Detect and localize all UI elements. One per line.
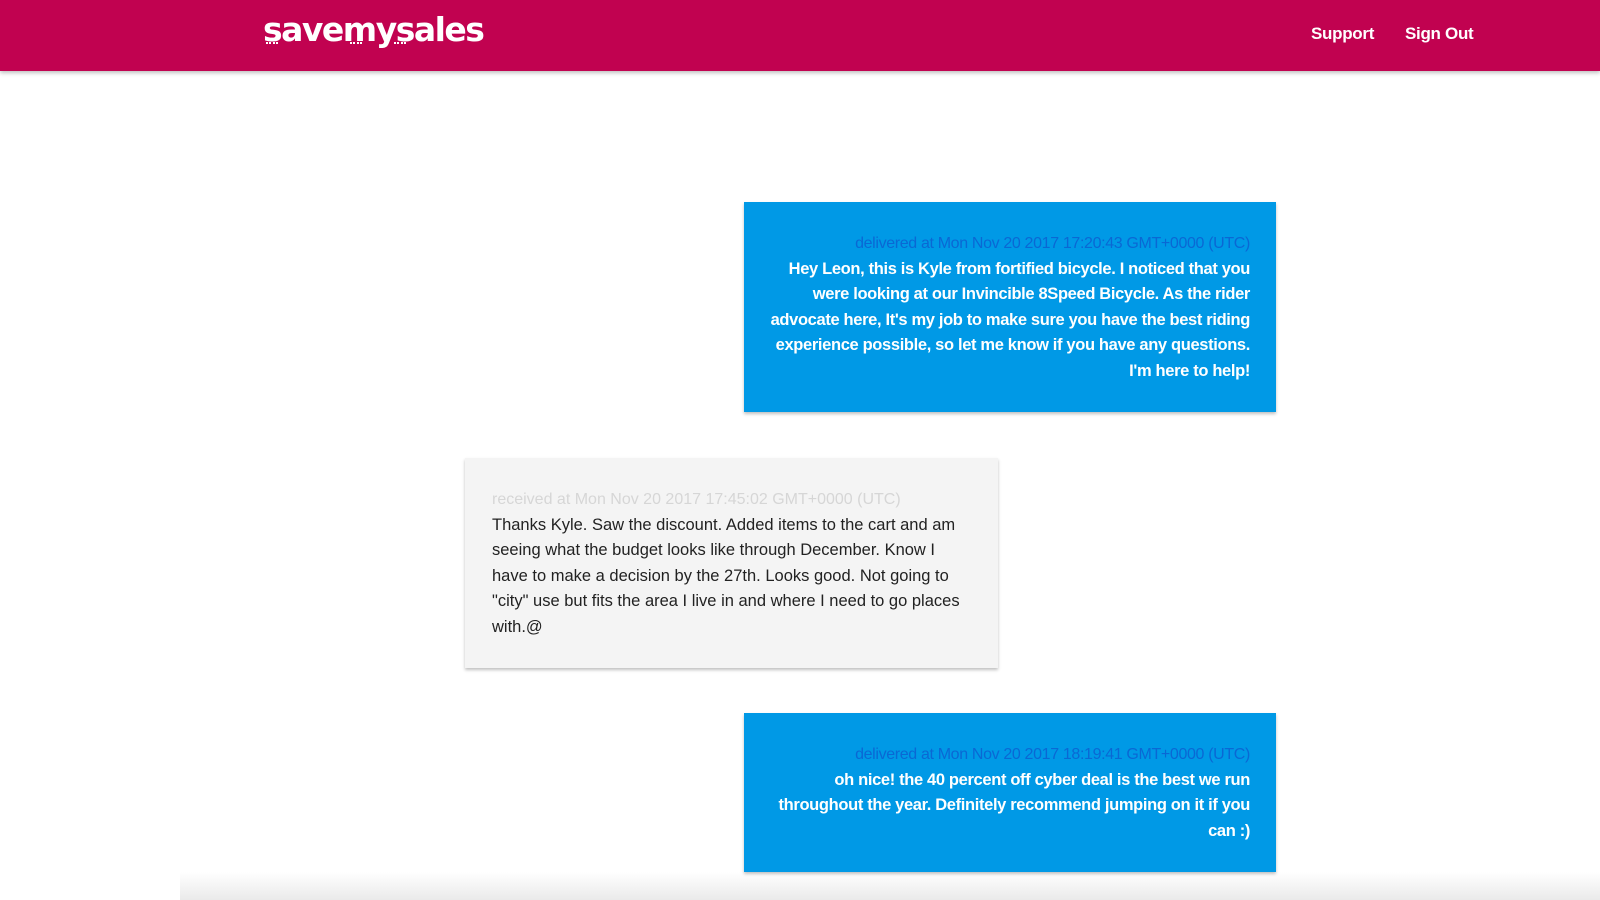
support-link[interactable]: Support — [1311, 24, 1375, 43]
message-text: Thanks Kyle. Saw the discount. Added items to the cart and am seeing what the budget looks like through December. Know I have to make a decision by the 27th. Looks good. Not going to "city" use but fits the area I live in and where I need to go places with.@ — [492, 515, 960, 636]
message-bubble-outgoing — [744, 713, 1276, 872]
composer-shadow — [180, 872, 1600, 900]
sign-out-link[interactable]: Sign Out — [1405, 24, 1474, 43]
message-bubble-outgoing — [744, 202, 1276, 412]
logo[interactable]: savemysales — [263, 10, 484, 49]
message-timestamp: delivered at Mon Nov 20 2017 17:20:43 GMT+0000 (UTC) — [855, 235, 1250, 252]
message-bubble-incoming — [465, 458, 998, 668]
top-header — [0, 0, 1600, 71]
message-timestamp: delivered at Mon Nov 20 2017 18:19:41 GMT+0000 (UTC) — [855, 746, 1250, 763]
logo-dots-decoration — [350, 42, 362, 45]
logo-dots-decoration — [266, 42, 278, 45]
message-timestamp: received at Mon Nov 20 2017 17:45:02 GMT+0000 (UTC) — [492, 491, 901, 508]
message-text: oh nice! the 40 percent off cyber deal is the best we run throughout the year. Definitely recommend jumping on it if you can :) — [778, 770, 1250, 840]
message-text: Hey Leon, this is Kyle from fortified bicycle. I noticed that you were looking at our Invincible 8Speed Bicycle. As the rider advocate here, It's my job to make sure you have the best riding experience possible, so let me know if you have any questions. I'm here to help! — [770, 259, 1250, 380]
logo-dots-decoration — [394, 42, 406, 45]
